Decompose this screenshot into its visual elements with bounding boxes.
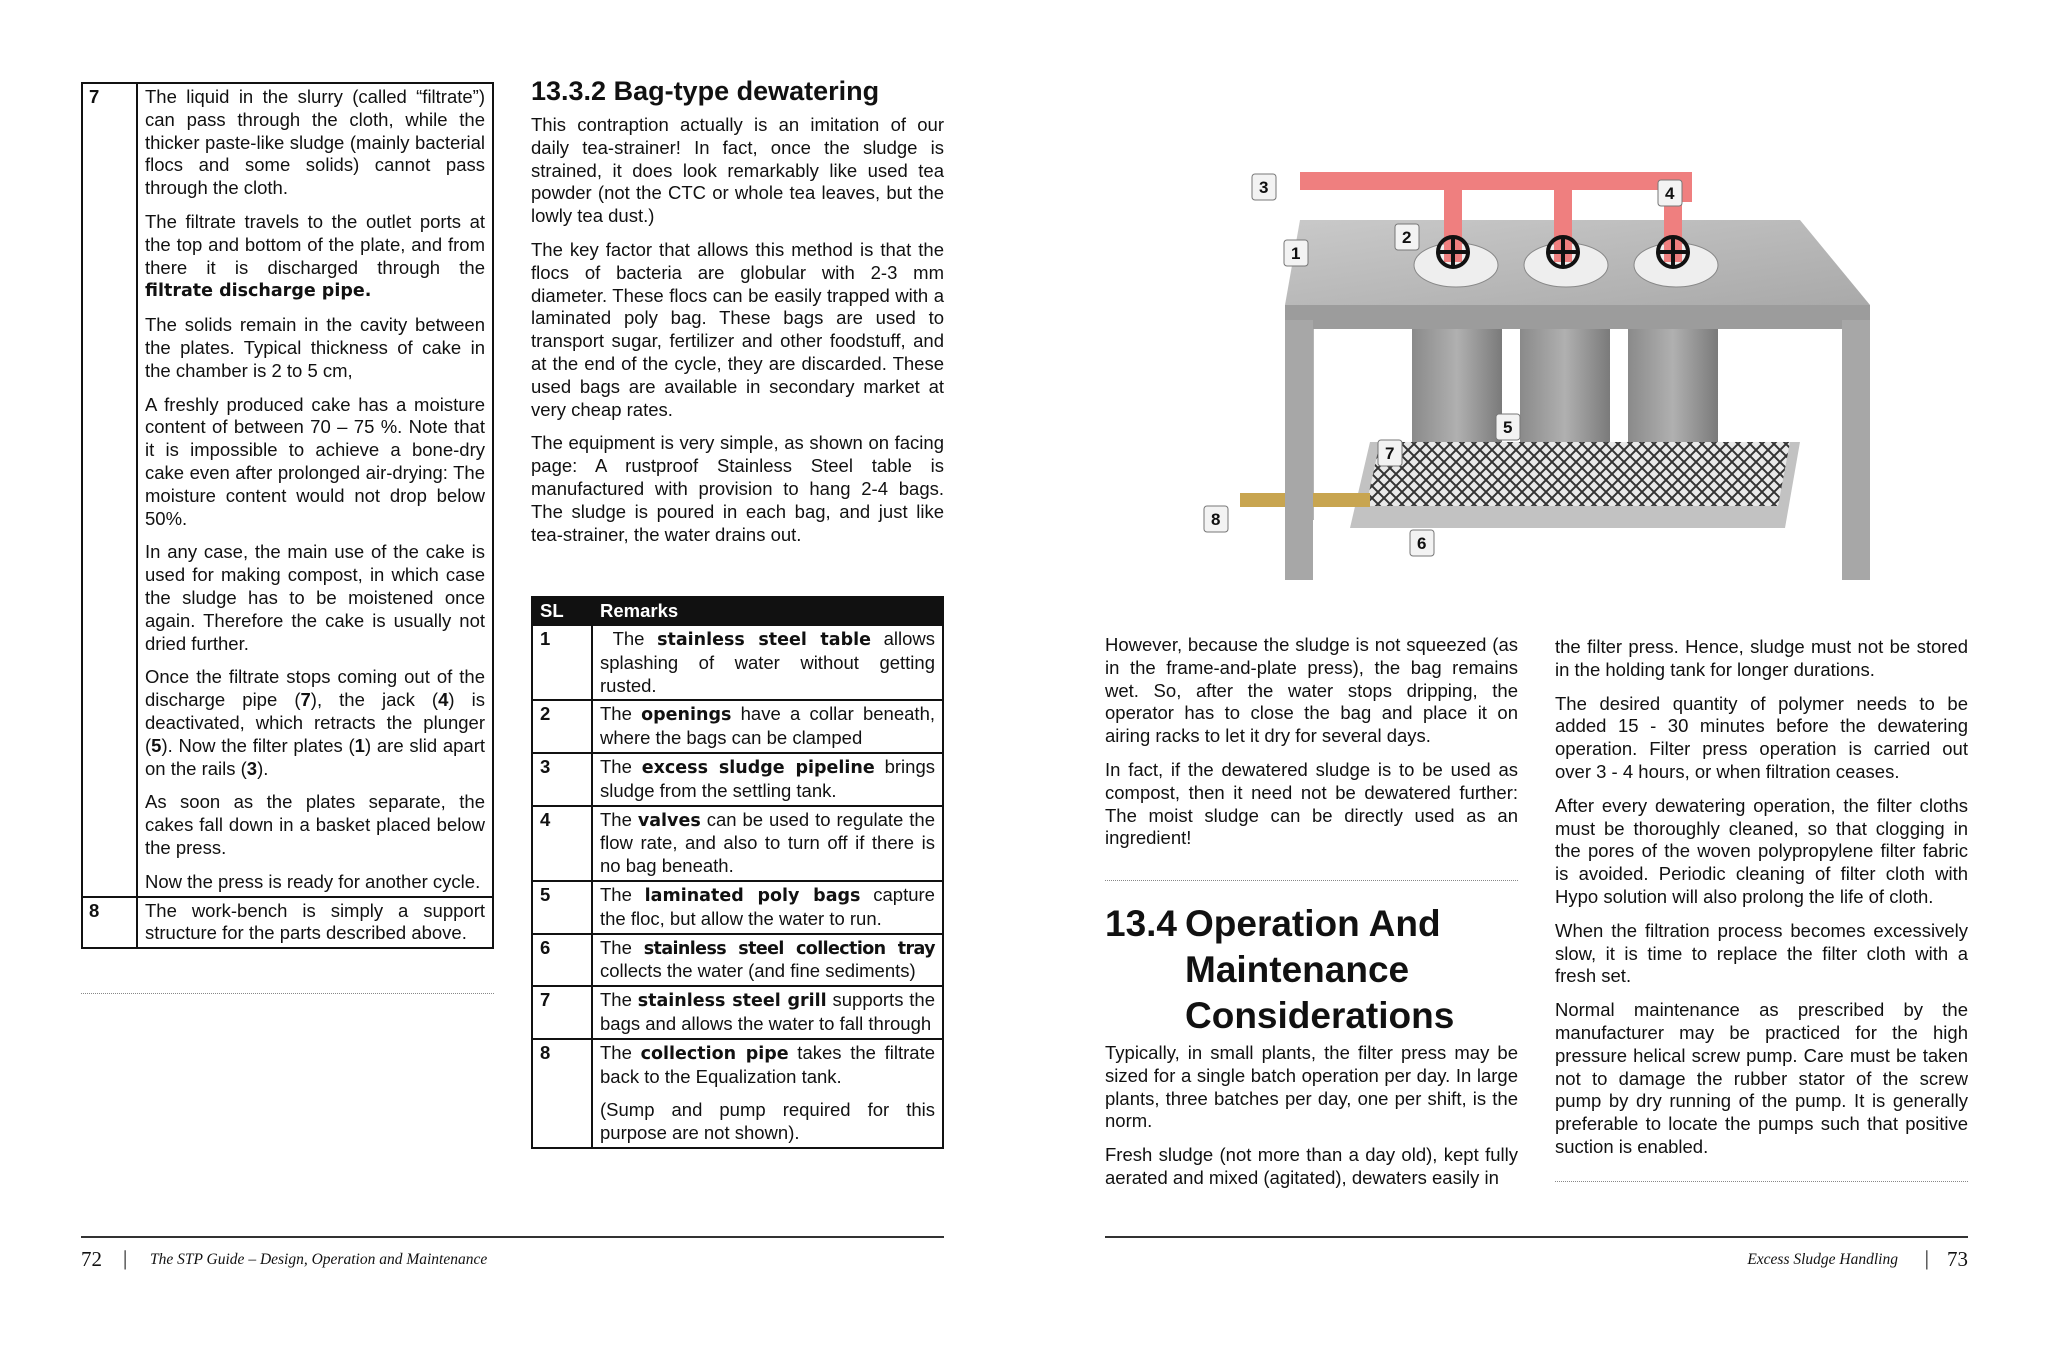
- bold-term: laminated poly bags: [644, 885, 861, 906]
- text-span: brings sludge from the settling tank.: [600, 755, 935, 801]
- callout-6: [1410, 530, 1434, 556]
- text-span: ), the jack (: [310, 689, 439, 711]
- svg-text:3: 3: [1259, 178, 1269, 197]
- paragraph: the filter press. Hence, sludge must not be stored in the holding tank for longer durations.: [1555, 636, 1968, 680]
- table-row: [532, 806, 943, 881]
- table-row: [532, 1039, 943, 1148]
- text-span: The filtrate travels to the outlet ports at the top and bottom of the plate, and from there it is discharged through the: [145, 210, 485, 278]
- text-span: takes the filtrate back to the Equalization tank.: [600, 1041, 935, 1087]
- section-heading-row: [1105, 901, 1525, 1039]
- table-row: [82, 83, 493, 897]
- title-line: Operation And: [1185, 903, 1441, 944]
- bold-term: valves: [637, 810, 701, 831]
- bold-term: filtrate discharge pipe.: [145, 281, 372, 302]
- bag-dewatering-diagram: [1180, 150, 1880, 590]
- row-remark: [592, 881, 943, 934]
- row-number: 8: [82, 897, 137, 949]
- footer-separator: |: [1924, 1246, 1929, 1270]
- paragraph: The solids remain in the cavity between the plates. Typical thickness of cake in the chamber is 2 to 5 cm,: [145, 314, 485, 381]
- footer-rule: [1105, 1236, 1968, 1238]
- row-number: 4: [532, 806, 592, 881]
- row-number: 8: [532, 1039, 592, 1148]
- row-remark: [592, 1039, 943, 1148]
- svg-text:8: 8: [1211, 510, 1221, 529]
- text-span: ) is deactivated, which retracts the plunger (: [145, 689, 485, 756]
- paragraph: This contraption actually is an imitation of our daily tea-strainer! In fact, once the sludge is strained, it does look remarkably like used tea powder (not the CTC or whole tea leaves, but the lowly tea dust.): [531, 114, 944, 227]
- title-line: Maintenance: [1185, 949, 1410, 990]
- row-remark: [592, 700, 943, 753]
- right-page-left-column: [1105, 634, 1518, 861]
- row-number: 5: [532, 881, 592, 934]
- row-remark: [592, 986, 943, 1039]
- row-text: [137, 83, 493, 897]
- dotted-divider: [1105, 880, 1518, 881]
- paragraph: Now the press is ready for another cycle.: [145, 870, 481, 892]
- text-span: have a collar beneath, where the bags can be clamped: [600, 703, 935, 749]
- svg-text:1: 1: [1291, 244, 1301, 263]
- bold-number: 4: [438, 689, 449, 711]
- paragraph: The equipment is very simple, as shown on facing page: A rustproof Stainless Steel table is manufactured with provision to hang 2-4 bags. The sludge is poured in each bag, and just like tea-strainer, the water drains out.: [531, 432, 944, 545]
- table-row: [532, 625, 943, 700]
- table-row: [532, 986, 943, 1039]
- text-span: The: [600, 755, 642, 777]
- row-number: 7: [82, 83, 137, 897]
- section-13-4-heading: [1105, 901, 1525, 1039]
- bold-term: openings: [641, 705, 732, 726]
- footer-separator: |: [123, 1246, 128, 1270]
- text-span: The: [600, 808, 638, 830]
- text-span: can be used to regulate the flow rate, and also to turn off if there is no bag beneath.: [600, 808, 935, 877]
- table-row: [82, 897, 493, 949]
- row-number: 3: [532, 753, 592, 806]
- book-title: The STP Guide – Design, Operation and Maintenance: [150, 1251, 488, 1268]
- table-edge: [1285, 305, 1870, 329]
- bag-dewatering-section: [531, 74, 944, 557]
- svg-text:2: 2: [1402, 228, 1412, 247]
- paragraph: A freshly produced cake has a moisture content of between 70 – 75 %. Note that it is impossible to achieve a bone-dry cake even after prolonged air-drying: The moisture content would not drop below 50%.: [145, 393, 485, 529]
- table-leg: [1842, 320, 1870, 580]
- bold-number: 5: [151, 734, 162, 756]
- section-title: [1185, 901, 1454, 1039]
- table-row: [532, 881, 943, 934]
- row-number: 7: [532, 986, 592, 1039]
- callout-3: [1252, 174, 1276, 200]
- paragraph: [145, 666, 485, 780]
- row-number: 1: [532, 625, 592, 700]
- column-header-remarks: Remarks: [592, 597, 943, 625]
- paragraph: When the filtration process becomes excessively slow, it is time to replace the filter cloth with a fresh set.: [1555, 919, 1968, 987]
- paragraph: The liquid in the slurry (called “filtrate”) can pass through the cloth, while the thicker paste-like sludge (mainly bacterial flocs and some solids) cannot pass through the cloth.: [145, 86, 485, 199]
- text-span: ) are slid apart on the rails (: [145, 734, 486, 779]
- column-header-sl: SL: [532, 597, 592, 625]
- page-number: 73: [1947, 1247, 1968, 1271]
- text-span: capture the floc, but allow the water to run.: [600, 883, 935, 929]
- remarks-table: [531, 596, 944, 1149]
- row-remark: [592, 625, 943, 700]
- section-heading: 13.3.2 Bag-type dewatering: [531, 76, 880, 106]
- paragraph: The desired quantity of polymer needs to be added 15 - 30 minutes before the dewatering operation. Filter press operation is carried out over 3 - 4 hours, or when filtration ceases.: [1555, 692, 1968, 782]
- row-text: The work-bench is simply a support structure for the parts described above.: [137, 897, 493, 949]
- title-line: Considerations: [1185, 995, 1455, 1036]
- table-row: [532, 753, 943, 806]
- text-span: The: [600, 936, 644, 958]
- footer-rule: [81, 1236, 944, 1238]
- svg-text:4: 4: [1665, 184, 1675, 203]
- bold-term: collection pipe: [640, 1043, 789, 1064]
- row-number: 2: [532, 700, 592, 753]
- bold-term: stainless steel collection tray: [643, 938, 935, 959]
- section-number: 13.4: [1105, 903, 1178, 944]
- text-span: ).: [257, 757, 269, 779]
- steel-grill: [1366, 442, 1790, 506]
- svg-text:7: 7: [1385, 444, 1395, 463]
- paragraph: Typically, in small plants, the filter press may be sized for a single batch operation per day. In large plants, three batches per day, one per shift, is the norm.: [1105, 1042, 1518, 1132]
- callout-5: [1496, 414, 1520, 440]
- paragraph: However, because the sludge is not squeezed (as in the frame-and-plate press), the bag remains wet. So, after the water stops dripping, the operator has to close the bag and place it on airing racks to let it dry for several days.: [1105, 634, 1518, 747]
- table-leg: [1285, 320, 1313, 580]
- text-span: allows splashing of water without getting rusted.: [600, 628, 935, 696]
- text-span: The: [600, 989, 638, 1011]
- table-header-row: [532, 597, 943, 625]
- callout-4: [1658, 180, 1682, 206]
- right-page-right-column: [1555, 636, 1968, 1170]
- row-remark: [592, 934, 943, 987]
- svg-text:5: 5: [1503, 418, 1513, 437]
- text-span: The: [612, 628, 658, 649]
- paragraph: [145, 211, 485, 303]
- paragraph: (Sump and pump required for this purpose are not shown).: [600, 1099, 935, 1144]
- bold-number: 3: [246, 757, 258, 779]
- paragraph: The key factor that allows this method is that the flocs of bacteria are globular with 2-3 mm diameter. These flocs can be easily trapped with a laminated poly bag. These bags are used to transport sugar, fertilizer and other foodstuff, and at the end of the cycle, they are discarded. These used bags are available in secondary market at very cheap rates.: [531, 238, 944, 420]
- paragraph: In any case, the main use of the cake is used for making compost, in which case the sludge has to be moistened once again. Therefore the cake is usually not dried further.: [145, 541, 485, 654]
- row-remark: [592, 806, 943, 881]
- paragraph: Normal maintenance as prescribed by the manufacturer may be practiced for the high pressure helical screw pump. Care must be taken not to damage the rubber stator of the screw pump by dry running of the pump. It is generally preferable to locate the pumps such that positive suction is enabled.: [1555, 999, 1968, 1157]
- row-remark: [592, 753, 943, 806]
- dotted-divider: [1555, 1181, 1968, 1182]
- dotted-divider: [81, 993, 494, 994]
- table-row: [532, 700, 943, 753]
- bold-number: 1: [354, 734, 365, 756]
- svg-text:6: 6: [1417, 534, 1427, 553]
- text-span: Once the filtrate stops coming out of the discharge pipe (: [145, 666, 485, 711]
- paragraph: After every dewatering operation, the filter cloths must be thoroughly cleaned, so that clogging in the pores of the woven polypropylene filter fabric is avoided. Periodic cleaning of filter cloth with Hypo solution will also prolong the life of cloth.: [1555, 794, 1968, 907]
- callout-2: [1395, 224, 1419, 250]
- text-span: ). Now the filter plates (: [161, 734, 355, 756]
- paragraph: [600, 1042, 935, 1089]
- callout-8: [1204, 506, 1228, 532]
- table-row: [532, 934, 943, 987]
- callout-1: [1284, 240, 1308, 266]
- page-number: 72: [81, 1247, 102, 1271]
- paragraph: Fresh sludge (not more than a day old), kept fully aerated and mixed (agitated), dewaters easily in: [1105, 1144, 1518, 1188]
- bold-term: stainless steel grill: [637, 991, 827, 1012]
- paragraph: In fact, if the dewatered sludge is to be used as compost, then it need not be dewatered further: The moist sludge can be directly used as an ingredient!: [1105, 758, 1518, 849]
- text-span: supports the bags and allows the water to fall through: [600, 989, 935, 1034]
- filter-press-steps-table: [81, 82, 494, 949]
- bold-term: excess sludge pipeline: [641, 757, 875, 778]
- bold-term: stainless steel table: [657, 630, 871, 650]
- bold-number: 7: [300, 689, 311, 711]
- text-span: The: [600, 1041, 641, 1063]
- section-13-4-body: [1105, 1042, 1518, 1201]
- chapter-title: Excess Sludge Handling: [1747, 1251, 1898, 1268]
- text-span: The: [600, 883, 645, 905]
- text-span: The: [600, 703, 642, 725]
- paragraph: As soon as the plates separate, the cakes fall down in a basket placed below the press.: [145, 791, 485, 858]
- callout-7: [1378, 440, 1402, 466]
- text-span: collects the water (and fine sediments): [600, 960, 916, 982]
- row-number: 6: [532, 934, 592, 987]
